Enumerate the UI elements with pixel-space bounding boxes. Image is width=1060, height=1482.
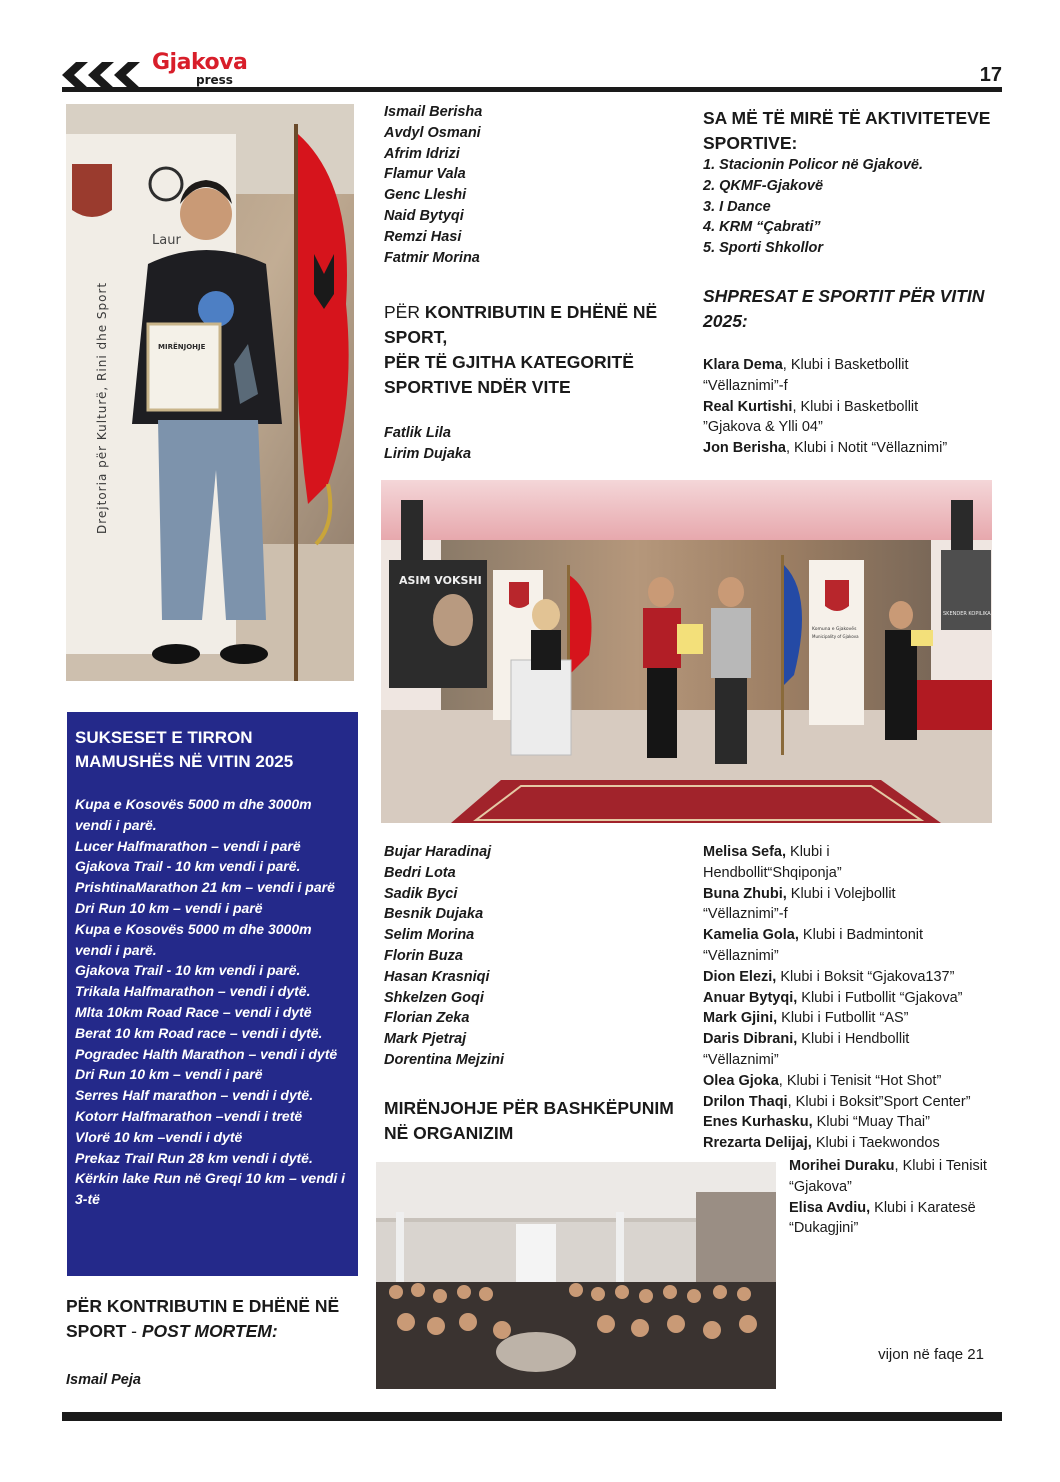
name-item: Remzi Hasi bbox=[384, 228, 462, 245]
footer-rule bbox=[62, 1412, 1002, 1421]
post-mortem-heading-italic: POST MORTEM: bbox=[141, 1321, 278, 1341]
hope-name: Real Kurtishi bbox=[703, 398, 793, 415]
hope-club: , Klubi i Tenisit “Gjakova” bbox=[789, 1158, 987, 1195]
page-number: 17 bbox=[979, 64, 1002, 86]
banner-right-text-1: Komuna e Gjakovës bbox=[812, 627, 857, 632]
hope-name: Rrezarta Delijaj, bbox=[703, 1135, 812, 1152]
banner-right-text-2: Municipality of Gjakova bbox=[812, 634, 859, 639]
hope-club: Klubi i Karatesë “Dukagjini” bbox=[789, 1199, 976, 1237]
tirron-item: Gjakova Trail - 10 km vendi i parë. bbox=[75, 962, 301, 979]
tirron-item: Prekaz Trail Run 28 km vendi i dytë. bbox=[75, 1149, 313, 1166]
tirron-item: Berat 10 km Road race – vendi i dytë. bbox=[75, 1024, 323, 1041]
hope-club: Klubi i Hendbollit “Vëllaznimi” bbox=[703, 1031, 910, 1068]
hope-name: Kamelia Gola, bbox=[703, 927, 799, 944]
contribution-heading-line2: PËR TË GJITHA KATEGORITË SPORTIVE NDËR VITE bbox=[384, 352, 634, 397]
ceremony-stage-photo bbox=[381, 480, 992, 823]
hope-club: Klubi i Badmintonit “Vëllaznimi” bbox=[703, 927, 924, 964]
tirron-item: PrishtinaMarathon 21 km – vendi i parë bbox=[75, 879, 335, 896]
hope-entry bbox=[789, 1198, 989, 1240]
post-mortem-heading-dash: - bbox=[126, 1321, 142, 1341]
hope-club: Klubi “Muay Thai” bbox=[812, 1114, 930, 1131]
tirron-item: Kotorr Halfmarathon –vendi i tretë bbox=[75, 1107, 303, 1124]
name-item: Genc Lleshi bbox=[384, 187, 467, 204]
col2-top-name-list bbox=[384, 102, 674, 268]
hope-name: Dion Elezi, bbox=[703, 968, 777, 985]
tirron-item: Dri Run 10 km – vendi i parë bbox=[75, 1066, 263, 1083]
tirron-item: Kupa e Kosovës 5000 m dhe 3000m vendi i parë. bbox=[75, 920, 312, 958]
hope-entry bbox=[703, 925, 973, 967]
tirron-box-list bbox=[75, 794, 350, 1210]
tirron-item: Mlta 10km Road Race – vendi i dytë bbox=[75, 1003, 312, 1020]
hope-club: Klubi i Volejbollit “Vëllaznimi”-f bbox=[703, 885, 896, 923]
hope-club: Klubi i Hendbollit“Shqiponja” bbox=[703, 844, 842, 881]
name-item: Florin Buza bbox=[384, 947, 463, 964]
name-item: Fatlik Lila bbox=[384, 425, 451, 441]
logo-sub: press bbox=[196, 73, 233, 87]
hopes-bottom-list bbox=[703, 842, 1001, 1154]
hope-name: Klara Dema bbox=[703, 357, 783, 373]
tirron-success-box bbox=[67, 712, 358, 1276]
tirron-box-title: SUKSESET E TIRRON MAMUSHËS NË VITIN 2025 bbox=[75, 728, 294, 771]
name-item: Mark Pjetraj bbox=[384, 1031, 467, 1048]
hope-name: Enes Kurhasku, bbox=[703, 1114, 813, 1131]
header-chevrons-icon bbox=[62, 62, 144, 88]
name-item: Besnik Dujaka bbox=[384, 906, 484, 923]
hope-entry bbox=[703, 355, 973, 397]
post-mortem-heading-bold: PËR KONTRIBUTIN E DHËNË NË SPORT bbox=[66, 1296, 340, 1341]
hope-name: Jon Berisha bbox=[703, 440, 786, 457]
hope-name: Mark Gjini, bbox=[703, 1010, 778, 1027]
hope-name: Olea Gjoka bbox=[703, 1072, 779, 1089]
hope-entry bbox=[703, 967, 1001, 988]
hope-name: Daris Dibrani, bbox=[703, 1031, 798, 1048]
name-item: Fatmir Morina bbox=[384, 249, 480, 266]
hope-entry bbox=[703, 438, 973, 459]
tirron-item: Gjakova Trail - 10 km vendi i parë. bbox=[75, 858, 301, 875]
name-item: Lirim Dujaka bbox=[384, 445, 472, 462]
hope-name: Elisa Avdiu, bbox=[789, 1199, 871, 1216]
name-item: Flamur Vala bbox=[384, 166, 466, 183]
tirron-item: Kërkin lake Run në Greqi 10 km – vendi i 3-të bbox=[75, 1170, 345, 1208]
poster-title: SKENDER KOPILIKA bbox=[943, 611, 991, 617]
hope-entry bbox=[789, 1156, 989, 1198]
tirron-item: Pogradec Halth Marathon – vendi i dytë bbox=[75, 1045, 338, 1062]
hope-name: Drilon Thaqi bbox=[703, 1093, 788, 1110]
hope-club: Klubi i Futbollit “AS” bbox=[777, 1010, 909, 1027]
post-mortem-name: Ismail Peja bbox=[66, 1372, 141, 1388]
hope-entry bbox=[703, 1112, 1001, 1133]
hope-club: , Klubi i Tenisit “Hot Shot” bbox=[778, 1072, 942, 1089]
name-item: Florian Zeka bbox=[384, 1010, 470, 1027]
tirron-item: Vlorë 10 km –vendi i dytë bbox=[75, 1128, 243, 1145]
activity-item: 1. Stacionin Policor në Gjakovë. bbox=[703, 157, 923, 173]
contribution-heading-bold: KONTRIBUTIN E DHËNË NË SPORT, bbox=[384, 302, 658, 347]
tirron-item: Kupa e Kosovës 5000 m dhe 3000m vendi i parë. bbox=[75, 796, 312, 833]
hope-club: , Klubi i Basketbollit “Vëllaznimi”-f bbox=[703, 357, 909, 394]
hope-entry bbox=[703, 884, 943, 926]
hopes-heading: SHPRESAT E SPORTIT PËR VITIN 2025: bbox=[703, 286, 985, 331]
name-item: Naid Bytyqi bbox=[384, 207, 464, 224]
athlete-award-photo bbox=[66, 104, 354, 681]
certificate-title: MIRËNJOHJE bbox=[158, 343, 206, 351]
hope-club: Klubi i Taekwondos bbox=[811, 1135, 940, 1152]
logo-main: Gjakova bbox=[152, 50, 248, 75]
portrait-caption: ASIM VOKSHI bbox=[399, 574, 482, 587]
contribution-heading-prefix: PËR bbox=[384, 302, 425, 322]
best-activities-list bbox=[703, 155, 993, 259]
continuation-note: vijon në faqe 21 bbox=[878, 1346, 984, 1363]
hope-entry bbox=[703, 1008, 1001, 1029]
tirron-item: Serres Half marathon – vendi i dytë. bbox=[75, 1087, 314, 1104]
hope-name: Buna Zhubi, bbox=[703, 885, 787, 902]
name-item: Avdyl Osmani bbox=[384, 124, 481, 141]
banner-logo-text: Laur bbox=[152, 233, 181, 248]
hope-entry bbox=[703, 1071, 1001, 1092]
name-item: Afrim Idrizi bbox=[384, 145, 460, 162]
hope-club: , Klubi i Boksit”Sport Center” bbox=[787, 1093, 971, 1110]
post-mortem-heading bbox=[66, 1294, 366, 1344]
hope-entry bbox=[703, 842, 903, 884]
name-item: Sadik Byci bbox=[384, 885, 458, 902]
tirron-item: Dri Run 10 km – vendi i parë bbox=[75, 899, 263, 916]
activity-item: 2. QKMF-Gjakovë bbox=[703, 177, 824, 194]
hope-entry bbox=[703, 1092, 1001, 1113]
name-item: Bedri Lota bbox=[384, 864, 456, 881]
name-item: Hasan Krasniqi bbox=[384, 968, 490, 985]
contribution-heading bbox=[384, 300, 684, 400]
hope-entry bbox=[703, 397, 973, 439]
tirron-item: Trikala Halfmarathon – vendi i dytë. bbox=[75, 983, 311, 1000]
audience-photo bbox=[376, 1162, 776, 1389]
hope-name: Melisa Sefa, bbox=[703, 844, 787, 860]
activity-item: 5. Sporti Shkollor bbox=[703, 240, 824, 257]
name-item: Ismail Berisha bbox=[384, 104, 483, 120]
activity-item: 4. KRM “Çabrati” bbox=[703, 219, 821, 236]
hope-entry bbox=[703, 988, 1001, 1009]
banner-vertical-text: Drejtoria për Kulturë, Rini dhe Sport bbox=[95, 281, 109, 534]
hope-club: , Klubi i Basketbollit ”Gjakova & Ylli 04” bbox=[703, 398, 919, 436]
name-item: Selim Morina bbox=[384, 927, 475, 944]
hope-club: Klubi i Futbollit “Gjakova” bbox=[797, 989, 963, 1006]
hope-name: Morihei Duraku bbox=[789, 1158, 895, 1174]
best-activities-heading: SA MË TË MIRË TË AKTIVITETEVE SPORTIVE: bbox=[703, 108, 991, 153]
contribution-name-list bbox=[384, 423, 674, 465]
name-item: Shkelzen Goqi bbox=[384, 989, 484, 1006]
hope-entry bbox=[703, 1133, 1001, 1154]
hopes-indented-list bbox=[789, 1156, 989, 1239]
hope-name: Anuar Bytyqi, bbox=[703, 989, 798, 1006]
header-rule bbox=[62, 87, 1002, 92]
hope-club: , Klubi i Notit “Vëllaznimi” bbox=[786, 440, 948, 457]
name-item: Bujar Haradinaj bbox=[384, 844, 492, 860]
hopes-top-list bbox=[703, 355, 973, 459]
activity-item: 3. I Dance bbox=[703, 198, 771, 215]
col2-bottom-name-list bbox=[384, 842, 674, 1071]
hope-club: Klubi i Boksit “Gjakova137” bbox=[776, 968, 955, 985]
hope-entry bbox=[703, 1029, 943, 1071]
name-item: Dorentina Mejzini bbox=[384, 1051, 505, 1068]
organization-heading: MIRËNJOHJE PËR BASHKËPUNIM NË ORGANIZIM bbox=[384, 1098, 674, 1143]
tirron-item: Lucer Halfmarathon – vendi i parë bbox=[75, 837, 301, 854]
